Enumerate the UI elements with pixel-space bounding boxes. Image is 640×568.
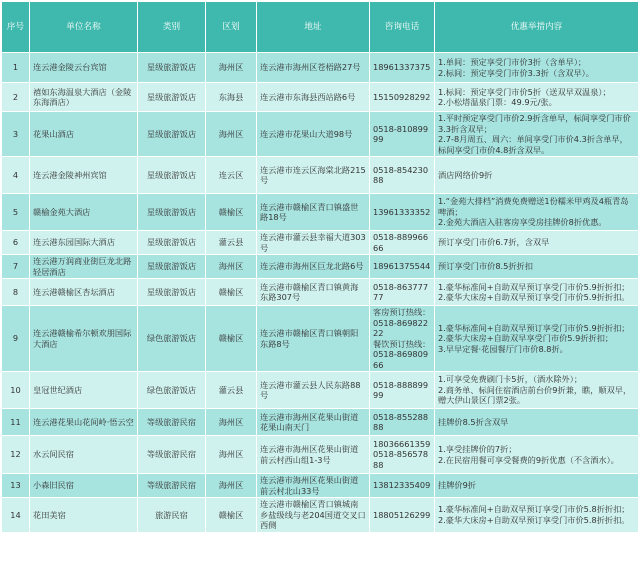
- hotel-type: 星级旅游饭店: [138, 231, 206, 255]
- hotel-name: 皇冠世纪酒店: [30, 372, 138, 409]
- hotel-name: 小森旧民宿: [30, 474, 138, 498]
- table-row: [2, 194, 639, 231]
- district: 赣榆区: [206, 306, 257, 372]
- row-no: 10: [2, 372, 30, 409]
- hotel-name: 花果山酒店: [30, 112, 138, 157]
- phone: 18036661359 0518-85657888: [370, 436, 435, 474]
- col-header-district: 区划: [206, 2, 257, 53]
- district: 灌云县: [206, 231, 257, 255]
- table-row: [2, 279, 639, 306]
- hotel-name: 禧如东海温泉大酒店（金陵东海酒店）: [30, 83, 138, 112]
- table-row: [2, 372, 639, 409]
- hotel-type: 星级旅游饭店: [138, 157, 206, 194]
- table-row: [2, 112, 639, 157]
- offer-text: 1.标间：预定享受门市价5折（送双早双温泉）； 2.小松塔温泉门票：49.9元/张。: [435, 83, 639, 112]
- phone: 15150928292: [370, 83, 435, 112]
- offer-text: 1.单间：预定享受门市价3折（含单早）； 2.标间：预定享受门市价3.3折（含双早）。: [435, 53, 639, 83]
- address: 连云港市赣榆区青口镇盛世路18号: [257, 194, 370, 231]
- phone: 13961333352: [370, 194, 435, 231]
- offer-text: 酒店网络价9折: [435, 157, 639, 194]
- table-row: [2, 53, 639, 83]
- row-no: 8: [2, 279, 30, 306]
- district: 东海县: [206, 83, 257, 112]
- address: 连云港市东海县西站路6号: [257, 83, 370, 112]
- address: 连云港市海州区花果山街道前云村北山33号: [257, 474, 370, 498]
- row-no: 1: [2, 53, 30, 83]
- table-row: [2, 255, 639, 279]
- phone: 0518-88996666: [370, 231, 435, 255]
- phone: 13812335409: [370, 474, 435, 498]
- phone: 0518-85423088: [370, 157, 435, 194]
- district: 海州区: [206, 474, 257, 498]
- hotel-name: 赣榆金苑大酒店: [30, 194, 138, 231]
- col-header-no: 序号: [2, 2, 30, 53]
- offer-text: 1.豪华标准间+自助双早预订享受门市价5.9折折扣； 2.豪华大床房+自助双早享受门市价5.9折折扣； 3.早早定餐·花园餐厅门市价8.8折。: [435, 306, 639, 372]
- hotel-name: 连云港万润商业街巨龙北路轻居酒店: [30, 255, 138, 279]
- col-header-offer: 优惠举措内容: [435, 2, 639, 53]
- col-header-type: 类别: [138, 2, 206, 53]
- row-no: 14: [2, 498, 30, 533]
- address: 连云港市海州区花果山街道花果山南天门: [257, 409, 370, 436]
- address: 连云港市连云区海棠北路215号: [257, 157, 370, 194]
- hotel-type: 等级旅游民宿: [138, 474, 206, 498]
- hotel-name: 花田美宿: [30, 498, 138, 533]
- hotel-name: 连云港金陵神州宾馆: [30, 157, 138, 194]
- table-row: [2, 157, 639, 194]
- table-row: [2, 474, 639, 498]
- hotel-name: 连云港东园国际大酒店: [30, 231, 138, 255]
- address: 连云港市赣榆区青口镇黄海东路307号: [257, 279, 370, 306]
- table-header-row: [2, 2, 639, 53]
- district: 赣榆区: [206, 194, 257, 231]
- col-header-name: 单位名称: [30, 2, 138, 53]
- hotel-type: 星级旅游饭店: [138, 83, 206, 112]
- table-row: [2, 231, 639, 255]
- table-row: [2, 306, 639, 372]
- district: 连云区: [206, 157, 257, 194]
- row-no: 9: [2, 306, 30, 372]
- hotel-type: 星级旅游饭店: [138, 279, 206, 306]
- district: 海州区: [206, 255, 257, 279]
- table-row: [2, 498, 639, 533]
- address: 连云港市灌云县人民东路88号: [257, 372, 370, 409]
- phone: 0518-86377777: [370, 279, 435, 306]
- table-row: [2, 409, 639, 436]
- address: 连云港市灌云县幸福大道303号: [257, 231, 370, 255]
- district: 海州区: [206, 409, 257, 436]
- offer-text: 1.豪华标准间+自助双早预订享受门市价5.9折折扣； 2.豪华大床房+自助双早预订享受门市价5.9折折扣。: [435, 279, 639, 306]
- col-header-address: 地址: [257, 2, 370, 53]
- hotel-type: 星级旅游饭店: [138, 194, 206, 231]
- row-no: 3: [2, 112, 30, 157]
- hotel-name: 水云间民宿: [30, 436, 138, 474]
- offer-text: 预订享受门市价8.5折折扣: [435, 255, 639, 279]
- district: 赣榆区: [206, 279, 257, 306]
- offer-text: 1.“金苑大排档”消费免费赠送1份糯米甲鸡及4瓶青岛啤酒； 2.金苑大酒店入驻客房享受房挂牌价8折优惠。: [435, 194, 639, 231]
- hotel-name: 连云港花果山花间岭·悟云空: [30, 409, 138, 436]
- address: 连云港市花果山大道98号: [257, 112, 370, 157]
- offer-text: 1.可享受免费刷门卡5折，（酒水除外）； 2.商务单、标间住宿酒店前台价9折兼，瞧，顺双早，赠大伊山景区门票2张。: [435, 372, 639, 409]
- offer-text: 挂牌价8.5折含双早: [435, 409, 639, 436]
- address: 连云港市赣榆区青口镇朝阳东路8号: [257, 306, 370, 372]
- hotel-name: 连云港赣榆希尔顿欢朋国际大酒店: [30, 306, 138, 372]
- row-no: 11: [2, 409, 30, 436]
- row-no: 12: [2, 436, 30, 474]
- hotel-type: 绿色旅游饭店: [138, 306, 206, 372]
- row-no: 6: [2, 231, 30, 255]
- district: 灌云县: [206, 372, 257, 409]
- address: 连云港市海州区巨龙北路6号: [257, 255, 370, 279]
- phone: 18961337375: [370, 53, 435, 83]
- table-body: [2, 53, 639, 533]
- address: 连云港市赣榆区青口镇城南乡盐级线与老204国道交叉口西侧: [257, 498, 370, 533]
- offer-text: 1.享受挂牌价的7折； 2.在民宿用餐可享受餐费的9折优惠（不含酒水）。: [435, 436, 639, 474]
- table-row: [2, 83, 639, 112]
- row-no: 4: [2, 157, 30, 194]
- offer-text: 1.平时预定享受门市价2.9折含单早，标间享受门市价3.3折含双早； 2.7-8月周五、周六：单间享受门市价4.3折含单早，标间享受门市价4.8折含双早。: [435, 112, 639, 157]
- district: 海州区: [206, 112, 257, 157]
- offer-text: 挂牌价9折: [435, 474, 639, 498]
- hotel-name: 连云港金陵云台宾馆: [30, 53, 138, 83]
- district: 海州区: [206, 53, 257, 83]
- row-no: 13: [2, 474, 30, 498]
- hotel-name: 连云港赣榆区杏坛酒店: [30, 279, 138, 306]
- hotel-type: 绿色旅游饭店: [138, 372, 206, 409]
- offer-text: 预订享受门市价6.7折，含双早: [435, 231, 639, 255]
- hotel-offers-table: [1, 1, 639, 533]
- hotel-type: 星级旅游饭店: [138, 112, 206, 157]
- hotel-type: 星级旅游饭店: [138, 255, 206, 279]
- district: 海州区: [206, 436, 257, 474]
- hotel-offers-table-wrapper: [1, 1, 638, 533]
- hotel-type: 旅游民宿: [138, 498, 206, 533]
- offer-text: 1.豪华标准间+自助双早预订享受门市价5.8折折扣； 2.豪华大床房+自助双早预订享受门市价5.8折折扣。: [435, 498, 639, 533]
- district: 赣榆区: [206, 498, 257, 533]
- phone: 18961375544: [370, 255, 435, 279]
- hotel-type: 等级旅游民宿: [138, 436, 206, 474]
- phone: 0518-81089999: [370, 112, 435, 157]
- phone: 0518-88889999: [370, 372, 435, 409]
- address: 连云港市海州区苍梧路27号: [257, 53, 370, 83]
- table-row: [2, 436, 639, 474]
- phone: 客房预订热线： 0518-86982222 餐饮预订热线： 0518-86980966: [370, 306, 435, 372]
- col-header-phone: 咨询电话: [370, 2, 435, 53]
- row-no: 5: [2, 194, 30, 231]
- address: 连云港市海州区花果山街道前云村西山组1-3号: [257, 436, 370, 474]
- phone: 0518-85528888: [370, 409, 435, 436]
- row-no: 7: [2, 255, 30, 279]
- row-no: 2: [2, 83, 30, 112]
- hotel-type: 等级旅游民宿: [138, 409, 206, 436]
- phone: 18805126299: [370, 498, 435, 533]
- hotel-type: 星级旅游饭店: [138, 53, 206, 83]
